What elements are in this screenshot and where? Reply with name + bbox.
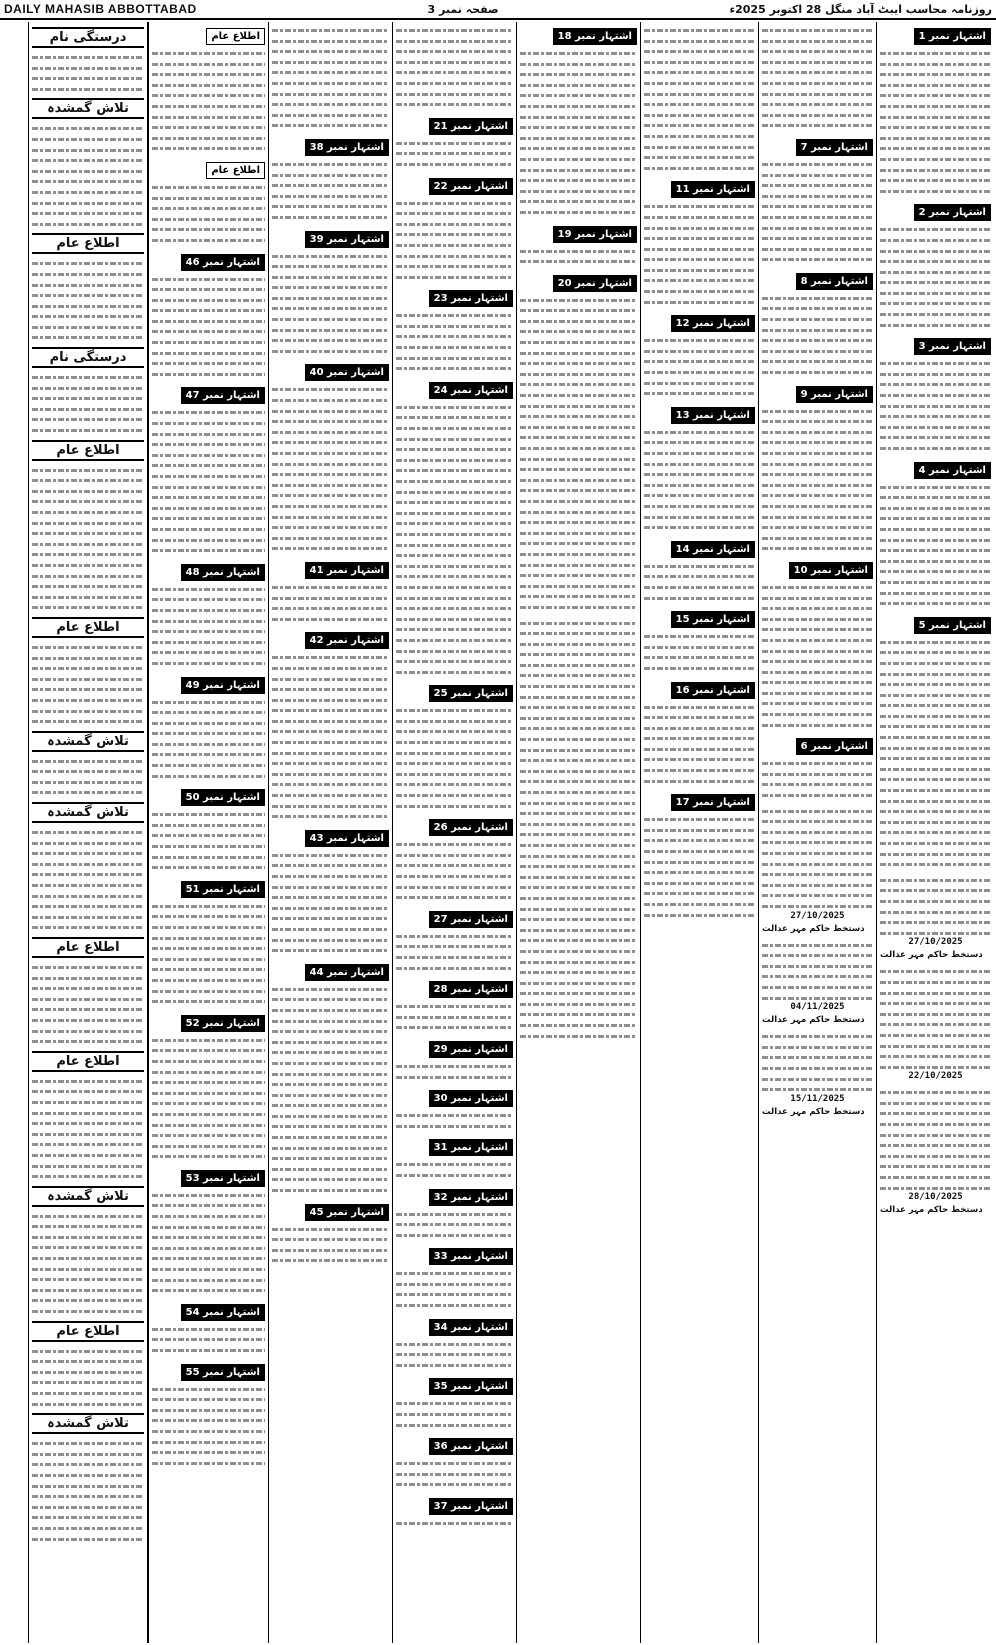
public-notice [396, 1494, 513, 1528]
notice-body [644, 630, 755, 672]
notice-heading: اشتہار نمبر 45 [305, 1204, 389, 1221]
public-notice [762, 805, 873, 934]
notice-body [272, 651, 389, 821]
notice-body [396, 401, 513, 676]
newspaper-column [148, 22, 268, 1643]
public-notice [880, 613, 991, 869]
notice-body [396, 1000, 513, 1032]
notice-body [272, 24, 389, 130]
notice-body [32, 464, 144, 612]
notice-body [32, 1345, 144, 1409]
public-notice [762, 24, 873, 130]
public-notice [32, 617, 144, 726]
notice-body [32, 755, 144, 797]
notice-heading: اشتہار نمبر 18 [553, 28, 637, 45]
notice-heading: اشتہار نمبر 37 [429, 1498, 513, 1515]
public-notice [762, 558, 873, 729]
notice-signature: دستخط حاکم مہر عدالت [762, 1106, 865, 1117]
notice-body [396, 930, 513, 972]
notice-signature: دستخط حاکم مہر عدالت [880, 1205, 983, 1216]
public-notice [152, 1166, 265, 1295]
notice-heading: اشتہار نمبر 46 [181, 254, 265, 271]
notice-body [152, 900, 265, 1006]
notice-body [272, 581, 389, 623]
public-notice [520, 222, 637, 266]
notice-body [152, 696, 265, 781]
notice-heading: اشتہار نمبر 2 [914, 204, 991, 221]
notice-body [152, 1034, 265, 1161]
notice-title: اطلاع عام [32, 617, 144, 638]
public-notice [644, 537, 755, 602]
public-notice [396, 1037, 513, 1081]
notice-heading: اشتہار نمبر 17 [671, 794, 755, 811]
newspaper-column [516, 22, 640, 1643]
notice-title: تلاش گمشدہ [32, 1186, 144, 1207]
public-notice [32, 98, 144, 228]
notice-heading: اشتہار نمبر 20 [553, 275, 637, 292]
header-date: روزنامہ محاسب ایبٹ آباد منگل 28 اکتوبر 2025ء [729, 2, 992, 16]
public-notice [396, 286, 513, 373]
public-notice [272, 558, 389, 623]
public-notice [644, 607, 755, 672]
notice-heading: اشتہار نمبر 30 [429, 1090, 513, 1107]
notice-body [396, 24, 513, 109]
notice-body [396, 838, 513, 902]
notice-title: تلاش گمشدہ [32, 731, 144, 752]
notice-body [396, 1060, 513, 1081]
public-notice [272, 960, 389, 1195]
notice-heading: اشتہار نمبر 49 [181, 677, 265, 694]
notice-body [762, 581, 873, 729]
public-notice [396, 907, 513, 972]
public-notice [644, 24, 755, 172]
notice-body [644, 334, 755, 398]
notice-body [152, 47, 265, 153]
notice-date: 15/11/2025 [790, 1093, 845, 1104]
public-notice [32, 1051, 144, 1181]
notice-body [396, 309, 513, 373]
notice-body [272, 1223, 389, 1265]
notice-heading: اشتہار نمبر 36 [429, 1438, 513, 1455]
public-notice [32, 731, 144, 797]
notice-body [32, 371, 144, 435]
notice-heading: اشتہار نمبر 12 [671, 315, 755, 332]
notice-body [762, 405, 873, 553]
notice-heading: اشتہار نمبر 40 [305, 364, 389, 381]
notice-body [762, 292, 873, 377]
notice-body [152, 583, 265, 668]
notice-title: درستگی نام [32, 27, 144, 48]
public-notice [272, 1200, 389, 1265]
newspaper-column [268, 22, 392, 1643]
notice-body [396, 1397, 513, 1429]
public-notice [272, 360, 389, 553]
public-notice [152, 877, 265, 1006]
notice-body [396, 1338, 513, 1370]
notice-body [880, 1086, 991, 1192]
notice-heading: اشتہار نمبر 25 [429, 685, 513, 702]
notice-date: 04/11/2025 [790, 1002, 845, 1013]
public-notice [272, 135, 389, 222]
notice-heading: اشتہار نمبر 44 [305, 964, 389, 981]
notice-heading: اطلاع عام [206, 162, 265, 179]
public-notice [272, 826, 389, 955]
notice-body [520, 47, 637, 217]
public-notice [396, 1244, 513, 1309]
masthead [0, 0, 996, 20]
public-notice [396, 1185, 513, 1240]
public-notice [152, 673, 265, 781]
notice-body [880, 965, 991, 1071]
notice-body [762, 757, 873, 799]
public-notice [396, 24, 513, 109]
notice-body [32, 961, 144, 1046]
notice-date: 27/10/2025 [790, 910, 845, 921]
notice-body [272, 383, 389, 553]
notice-body [32, 1210, 144, 1316]
public-notice [880, 200, 991, 329]
notice-date: 22/10/2025 [908, 1071, 963, 1082]
public-notice [152, 250, 265, 379]
notice-body [272, 250, 389, 356]
notice-signature: دستخط حاکم مہر عدالت [762, 923, 865, 934]
notice-heading: اشتہار نمبر 50 [181, 789, 265, 806]
notice-heading: اشتہار نمبر 9 [796, 386, 873, 403]
notice-body [32, 1075, 144, 1181]
notice-heading: اشتہار نمبر 32 [429, 1189, 513, 1206]
notice-body [32, 257, 144, 342]
notice-body [396, 1109, 513, 1130]
notice-body [644, 701, 755, 786]
notice-heading: اشتہار نمبر 55 [181, 1364, 265, 1381]
public-notice [272, 227, 389, 356]
page-label: صفحہ نمبر 3 [427, 2, 499, 16]
public-notice [880, 874, 991, 961]
notice-body [396, 197, 513, 282]
notice-body [396, 1158, 513, 1179]
notice-body [880, 357, 991, 452]
notice-body [880, 874, 991, 938]
public-notice [32, 802, 144, 932]
notice-body [644, 200, 755, 306]
notice-date: 27/10/2025 [908, 937, 963, 948]
notice-heading: اشتہار نمبر 41 [305, 562, 389, 579]
public-notice [32, 27, 144, 93]
notice-heading: اشتہار نمبر 5 [914, 617, 991, 634]
notice-body [272, 849, 389, 955]
notice-body [152, 273, 265, 379]
notice-body [396, 704, 513, 810]
notice-body [152, 1383, 265, 1468]
notice-title: اطلاع عام [32, 1051, 144, 1072]
public-notice [644, 311, 755, 398]
notice-heading: اشتہار نمبر 39 [305, 231, 389, 248]
public-notice [152, 785, 265, 872]
public-notice [32, 1321, 144, 1409]
public-notice [32, 233, 144, 342]
public-notice [396, 1434, 513, 1489]
newspaper-column [640, 22, 758, 1643]
notice-heading: اشتہار نمبر 11 [671, 181, 755, 198]
notice-heading: اشتہار نمبر 29 [429, 1041, 513, 1058]
notice-title: تلاش گمشدہ [32, 98, 144, 119]
notice-body [762, 24, 873, 130]
public-notice [396, 1315, 513, 1370]
notice-body [152, 406, 265, 554]
notice-heading: اشتہار نمبر 16 [671, 682, 755, 699]
notice-body [152, 1189, 265, 1295]
notice-heading: اشتہار نمبر 22 [429, 178, 513, 195]
public-notice [762, 382, 873, 553]
public-notice [644, 177, 755, 306]
notice-heading: اشتہار نمبر 53 [181, 1170, 265, 1187]
notice-heading: اشتہار نمبر 42 [305, 632, 389, 649]
public-notice [152, 383, 265, 554]
public-notice [396, 174, 513, 282]
notice-title: درستگی نام [32, 347, 144, 368]
paper-name: DAILY MAHASIB ABBOTTABAD [4, 2, 197, 16]
notice-body [272, 158, 389, 222]
notice-heading: اشتہار نمبر 43 [305, 830, 389, 847]
notice-title: اطلاع عام [32, 1321, 144, 1342]
notice-body [644, 813, 755, 919]
public-notice [396, 681, 513, 810]
notice-body [880, 636, 991, 869]
notice-heading: اشتہار نمبر 33 [429, 1248, 513, 1265]
notice-title: اطلاع عام [32, 440, 144, 461]
notice-heading: اشتہار نمبر 35 [429, 1378, 513, 1395]
public-notice [880, 334, 991, 452]
notice-heading: اشتہار نمبر 6 [796, 738, 873, 755]
public-notice [644, 678, 755, 786]
notice-heading: اشتہار نمبر 38 [305, 139, 389, 156]
notice-body [644, 426, 755, 532]
notice-heading: اشتہار نمبر 19 [553, 226, 637, 243]
notice-body [880, 481, 991, 608]
notice-heading: اشتہار نمبر 47 [181, 387, 265, 404]
notice-body [152, 1323, 265, 1355]
notice-heading: اشتہار نمبر 26 [429, 819, 513, 836]
notice-body [520, 294, 637, 612]
notice-heading: اشتہار نمبر 28 [429, 981, 513, 998]
notice-heading: اشتہار نمبر 34 [429, 1319, 513, 1336]
notice-signature: دستخط حاکم مہر عدالت [880, 950, 983, 961]
public-notice [520, 271, 637, 612]
public-notice [32, 1413, 144, 1543]
notice-body [762, 939, 873, 1003]
notice-title: تلاش گمشدہ [32, 802, 144, 823]
notice-heading: اشتہار نمبر 48 [181, 564, 265, 581]
public-notice [396, 114, 513, 169]
newspaper-column [758, 22, 876, 1643]
public-notice [762, 734, 873, 799]
public-notice [396, 1086, 513, 1130]
notice-body [396, 1517, 513, 1528]
public-notice [762, 135, 873, 264]
notice-heading: اشتہار نمبر 7 [796, 139, 873, 156]
public-notice [32, 937, 144, 1046]
public-notice [152, 158, 265, 245]
notice-heading: اشتہار نمبر 27 [429, 911, 513, 928]
public-notice [152, 1011, 265, 1161]
public-notice [520, 617, 637, 1041]
notice-body [644, 24, 755, 172]
notice-body [272, 983, 389, 1195]
notice-body [396, 1457, 513, 1489]
notice-heading: اشتہار نمبر 13 [671, 407, 755, 424]
notice-body [520, 617, 637, 1041]
notice-heading: اشتہار نمبر 23 [429, 290, 513, 307]
public-notice [396, 1374, 513, 1429]
notice-heading: اشتہار نمبر 15 [671, 611, 755, 628]
notice-body [32, 1437, 144, 1543]
notice-body [32, 641, 144, 726]
notice-body [396, 1267, 513, 1309]
newspaper-column [28, 22, 148, 1643]
public-notice [762, 269, 873, 377]
newspaper-column [876, 22, 994, 1643]
notice-body [762, 805, 873, 911]
public-notice [396, 977, 513, 1032]
public-notice [880, 458, 991, 608]
newspaper-column [392, 22, 516, 1643]
notice-heading: اشتہار نمبر 14 [671, 541, 755, 558]
notice-date: 28/10/2025 [908, 1192, 963, 1203]
notice-heading: اشتہار نمبر 10 [789, 562, 873, 579]
notice-body [396, 1208, 513, 1240]
notice-heading: اشتہار نمبر 3 [914, 338, 991, 355]
notice-heading: اشتہار نمبر 1 [914, 28, 991, 45]
notice-columns [2, 22, 994, 1643]
notice-heading: اشتہار نمبر 54 [181, 1304, 265, 1321]
notice-heading: اشتہار نمبر 21 [429, 118, 513, 135]
notice-body [32, 122, 144, 228]
notice-signature: دستخط حاکم مہر عدالت [762, 1015, 865, 1026]
notice-body [32, 51, 144, 93]
notice-heading: اشتہار نمبر 24 [429, 382, 513, 399]
public-notice [762, 1030, 873, 1117]
public-notice [396, 1135, 513, 1179]
notice-body [152, 181, 265, 245]
notice-body [880, 223, 991, 329]
notice-body [32, 826, 144, 932]
public-notice [396, 378, 513, 676]
notice-heading: اشتہار نمبر 8 [796, 273, 873, 290]
public-notice [152, 560, 265, 668]
public-notice [880, 965, 991, 1081]
notice-body [520, 245, 637, 266]
notice-heading: اشتہار نمبر 51 [181, 881, 265, 898]
notice-heading: اشتہار نمبر 4 [914, 462, 991, 479]
notice-body [396, 137, 513, 169]
public-notice [152, 24, 265, 153]
notice-body [762, 158, 873, 264]
notice-title: اطلاع عام [32, 233, 144, 254]
public-notice [32, 440, 144, 612]
public-notice [32, 1186, 144, 1316]
notice-body [880, 47, 991, 195]
notice-heading: اشتہار نمبر 52 [181, 1015, 265, 1032]
notice-heading: اطلاع عام [206, 28, 265, 45]
public-notice [644, 790, 755, 919]
notice-body [152, 808, 265, 872]
notice-heading: اشتہار نمبر 31 [429, 1139, 513, 1156]
public-notice [880, 1086, 991, 1215]
public-notice [880, 24, 991, 195]
notice-body [644, 560, 755, 602]
notice-title: اطلاع عام [32, 937, 144, 958]
public-notice [152, 1300, 265, 1355]
public-notice [520, 24, 637, 217]
public-notice [396, 815, 513, 902]
public-notice [644, 403, 755, 532]
public-notice [32, 347, 144, 435]
public-notice [762, 939, 873, 1026]
public-notice [272, 628, 389, 821]
notice-title: تلاش گمشدہ [32, 1413, 144, 1434]
notice-body [762, 1030, 873, 1094]
public-notice [152, 1360, 265, 1468]
public-notice [272, 24, 389, 130]
